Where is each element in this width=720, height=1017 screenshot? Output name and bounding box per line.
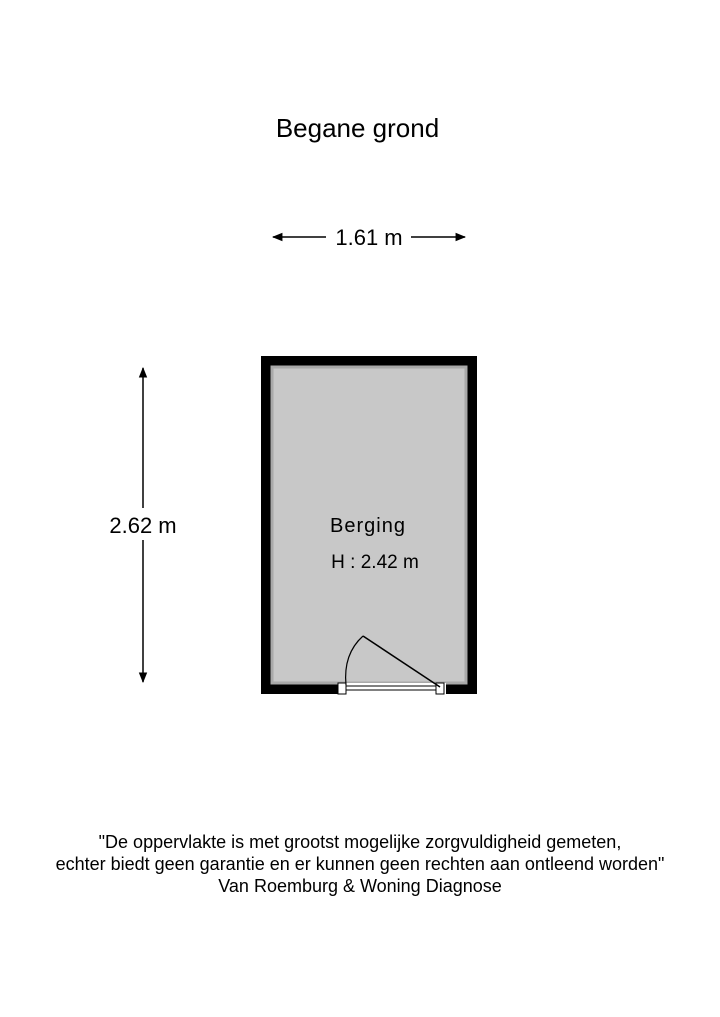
disclaimer-line-3: Van Roemburg & Woning Diagnose — [218, 876, 502, 896]
room-berging — [261, 356, 477, 694]
door-frame-left — [338, 683, 346, 694]
room-height: H : 2.42 m — [331, 552, 419, 573]
disclaimer — [0, 831, 720, 897]
disclaimer-line-2: echter biedt geen garantie en er kunnen geen rechten aan ontleend worden" — [55, 854, 665, 874]
disclaimer-line-1: "De oppervlakte is met grootst mogelijke zorgvuldigheid gemeten, — [98, 832, 622, 852]
width-dimension-label: 1.61 m — [335, 225, 403, 250]
depth-dimension-label: 2.62 m — [109, 513, 177, 538]
door-opening — [338, 683, 446, 694]
width-dimension — [273, 225, 465, 250]
depth-dimension — [109, 368, 176, 682]
floor-title: Begane grond — [275, 113, 440, 143]
room-name: Berging — [330, 515, 406, 537]
